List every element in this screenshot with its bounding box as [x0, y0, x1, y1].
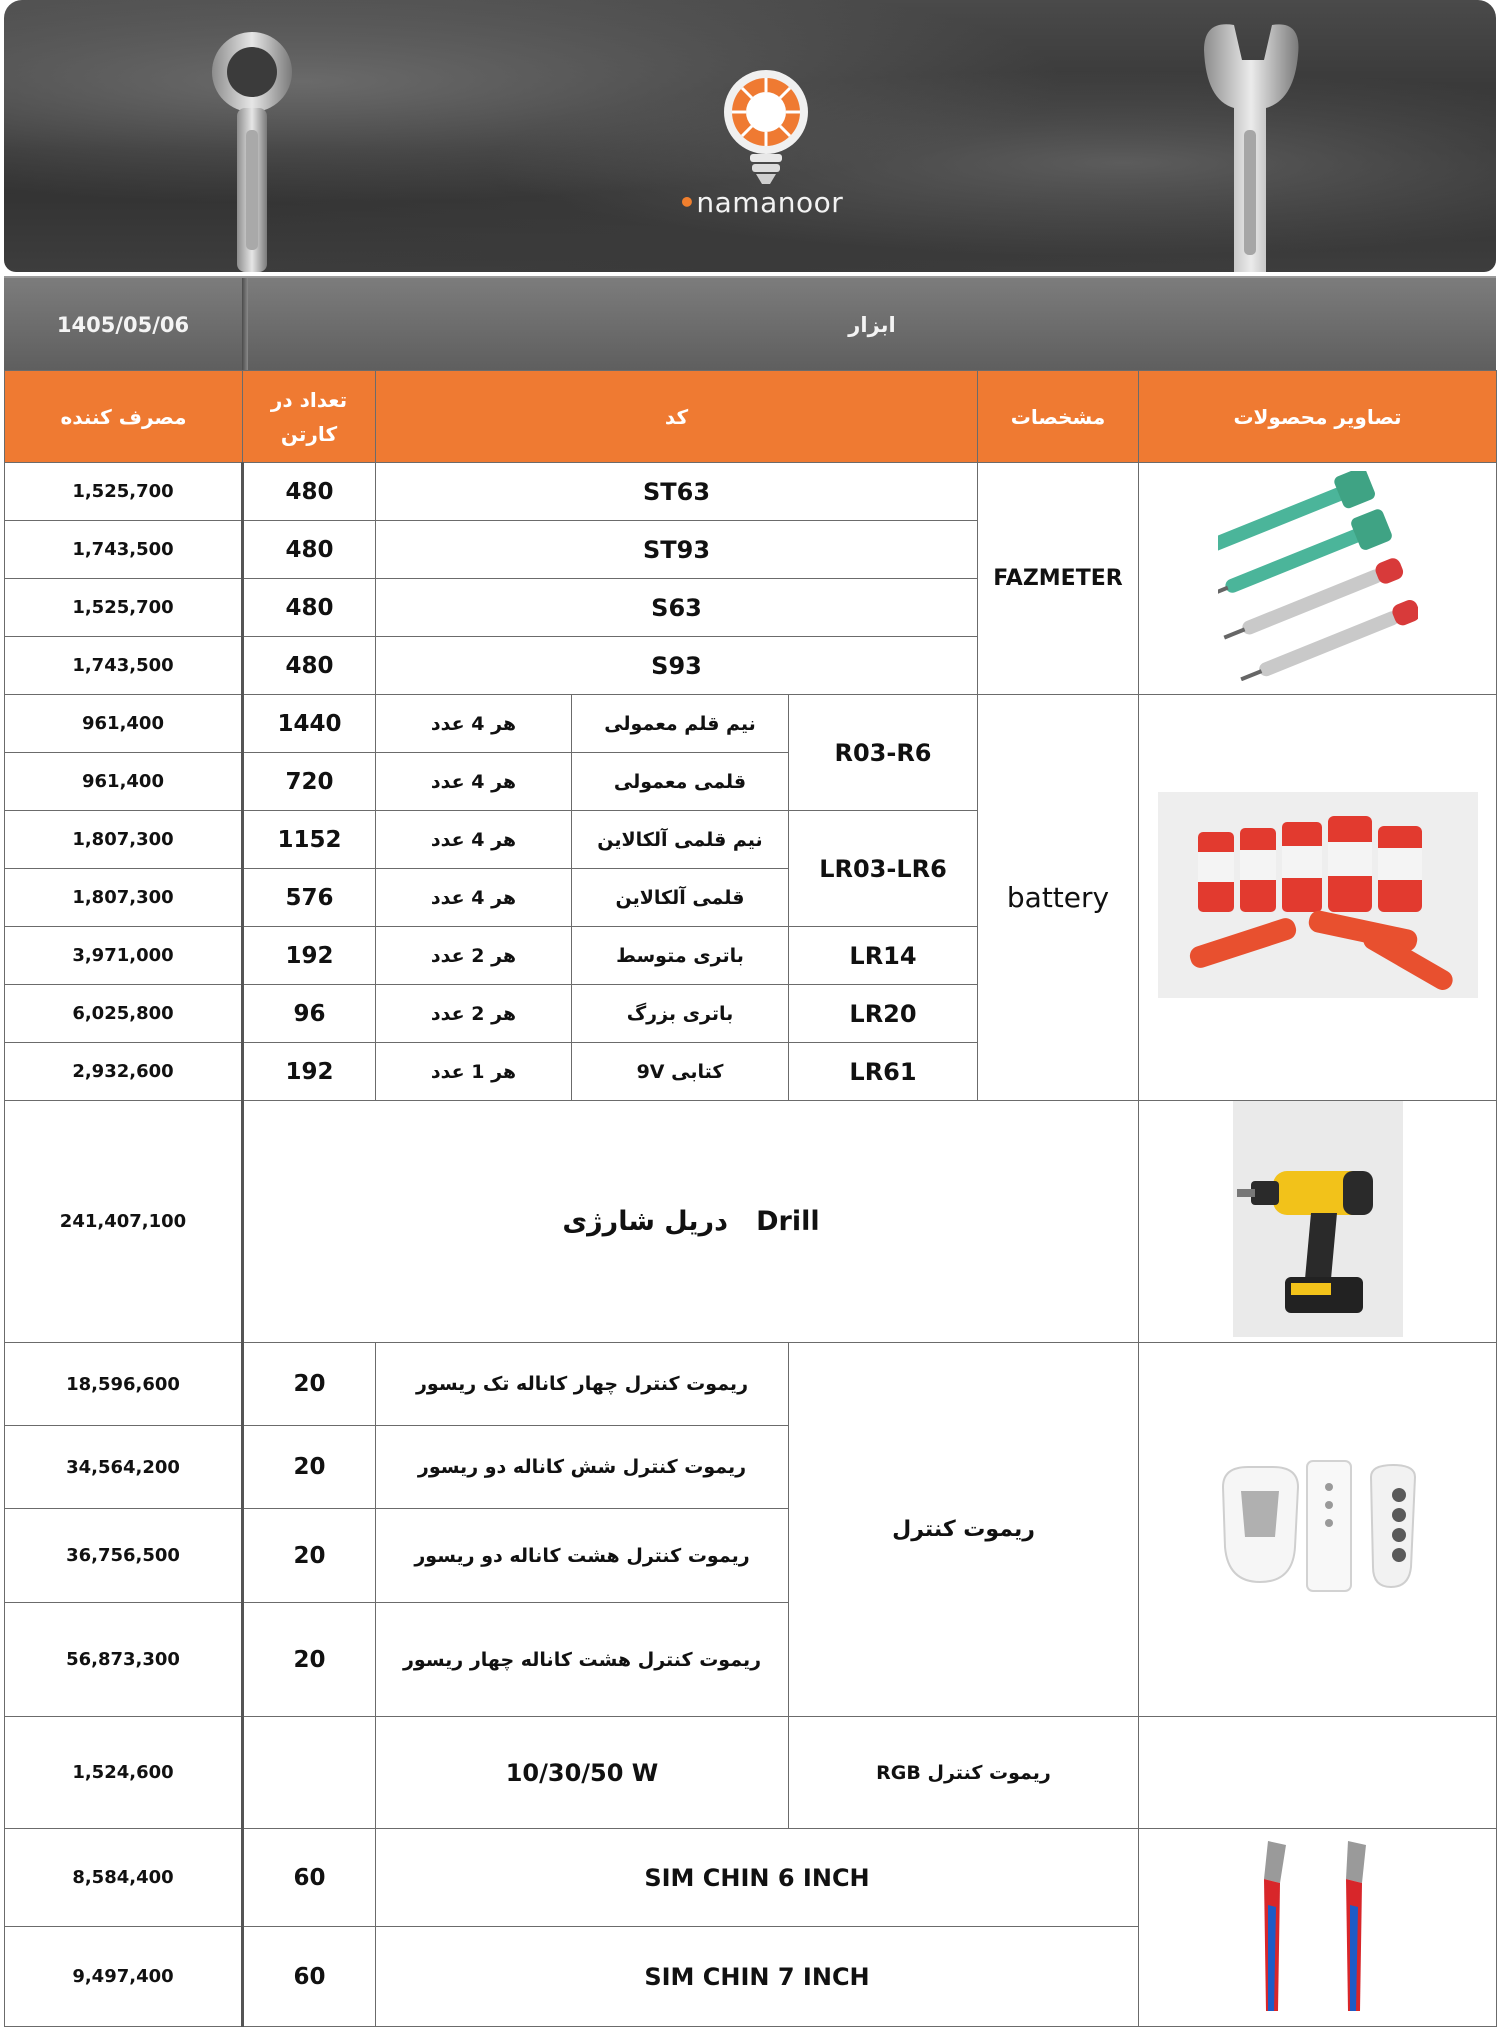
battery-name-cell: نیم قلمی آلکالاین — [572, 811, 789, 869]
price-cell: 2,932,600 — [5, 1043, 243, 1101]
spec-fazmeter: FAZMETER — [978, 463, 1139, 695]
price-list-date: 1405/05/06 — [56, 313, 190, 337]
pack-cell: هر 4 عدد — [376, 753, 572, 811]
pack-cell: هر 2 عدد — [376, 985, 572, 1043]
category-title: ابزار — [848, 313, 896, 337]
price-table — [4, 370, 1497, 2027]
code-cell: S63 — [376, 579, 978, 637]
price-cell: 1,743,500 — [5, 521, 243, 579]
price-cell: 18,596,600 — [5, 1343, 243, 1426]
price-cell: 241,407,100 — [5, 1101, 243, 1343]
remote-name-cell: ریموت کنترل هشت کاناله دو ریسور — [376, 1509, 789, 1603]
table-row — [5, 463, 1497, 521]
rgb-code-cell: 10/30/50 W — [376, 1717, 789, 1829]
remote-name-cell: ریموت کنترل شش کاناله دو ریسور — [376, 1426, 789, 1509]
price-cell: 961,400 — [5, 695, 243, 753]
code-cell: ST63 — [376, 463, 978, 521]
price-cell: 36,756,500 — [5, 1509, 243, 1603]
code-cell: S93 — [376, 637, 978, 695]
price-cell: 1,524,600 — [5, 1717, 243, 1829]
qty-cell: 60 — [243, 1927, 376, 2027]
price-cell: 9,497,400 — [5, 1927, 243, 2027]
header-specs: مشخصات — [978, 371, 1139, 463]
battery-code-lr61: LR61 — [789, 1043, 978, 1101]
code-cell: SIM CHIN 7 INCH — [376, 1927, 1139, 2027]
price-cell: 1,525,700 — [5, 579, 243, 637]
qty-cell: 1152 — [243, 811, 376, 869]
qty-cell: 60 — [243, 1829, 376, 1927]
header-code: کد — [376, 371, 978, 463]
code-cell: ST93 — [376, 521, 978, 579]
spec-rgb-remote: ریموت کنترل RGB — [789, 1717, 1139, 1829]
header-consumer-price: مصرف کننده — [5, 371, 243, 463]
qty-cell: 20 — [243, 1509, 376, 1603]
remote-image — [1139, 1343, 1497, 1717]
qty-cell: 20 — [243, 1426, 376, 1509]
battery-code-lr03-lr6: LR03-LR6 — [789, 811, 978, 927]
price-cell: 6,025,800 — [5, 985, 243, 1043]
qty-cell: 480 — [243, 579, 376, 637]
batteries-icon — [1158, 792, 1478, 998]
wrench-right-icon — [1194, 20, 1304, 272]
qty-cell: 96 — [243, 985, 376, 1043]
spec-battery: battery — [978, 695, 1139, 1101]
spec-remote: ریموت کنترل — [789, 1343, 1139, 1717]
qty-cell: 480 — [243, 463, 376, 521]
table-row — [5, 695, 1497, 753]
table-row — [5, 1717, 1497, 1829]
battery-code-r03-r6: R03-R6 — [789, 695, 978, 811]
namanoor-bulb-logo-icon — [720, 68, 812, 186]
wrench-left-icon — [204, 20, 304, 272]
pack-cell: هر 4 عدد — [376, 811, 572, 869]
pack-cell: هر 1 عدد — [376, 1043, 572, 1101]
price-cell: 961,400 — [5, 753, 243, 811]
battery-code-lr20: LR20 — [789, 985, 978, 1043]
qty-cell: 720 — [243, 753, 376, 811]
qty-cell: 576 — [243, 869, 376, 927]
price-cell: 56,873,300 — [5, 1603, 243, 1717]
cordless-drill-icon — [1233, 1101, 1403, 1337]
price-cell: 34,564,200 — [5, 1426, 243, 1509]
cutter-image — [1139, 1829, 1497, 2027]
price-cell: 1,807,300 — [5, 869, 243, 927]
header-banner — [4, 0, 1496, 272]
battery-name-cell: باتری متوسط — [572, 927, 789, 985]
qty-cell: 192 — [243, 927, 376, 985]
battery-name-cell: کتابی 9V — [572, 1043, 789, 1101]
price-cell: 8,584,400 — [5, 1829, 243, 1927]
battery-name-cell: نیم قلم معمولی — [572, 695, 789, 753]
table-row — [5, 1829, 1497, 1927]
title-strip — [4, 276, 1496, 372]
price-cell: 3,971,000 — [5, 927, 243, 985]
pack-cell: هر 2 عدد — [376, 927, 572, 985]
qty-cell: 1440 — [243, 695, 376, 753]
fazmeter-image — [1139, 463, 1497, 695]
qty-cell: 480 — [243, 637, 376, 695]
battery-image — [1139, 695, 1497, 1101]
remote-controls-icon — [1203, 1457, 1433, 1597]
qty-cell: 20 — [243, 1343, 376, 1426]
rgb-image-empty — [1139, 1717, 1497, 1829]
code-cell: SIM CHIN 6 INCH — [376, 1829, 1139, 1927]
battery-name-cell: قلمی آلکالاین — [572, 869, 789, 927]
header-qty-per-carton: تعداد در کارتن — [243, 371, 376, 463]
qty-cell: 480 — [243, 521, 376, 579]
table-row — [5, 1343, 1497, 1426]
price-cell: 1,807,300 — [5, 811, 243, 869]
battery-name-cell: باتری بزرگ — [572, 985, 789, 1043]
table-row — [5, 1101, 1497, 1343]
qty-cell: 192 — [243, 1043, 376, 1101]
header-images: تصاویر محصولات — [1139, 371, 1497, 463]
qty-cell: 20 — [243, 1603, 376, 1717]
remote-name-cell: ریموت کنترل هشت کاناله چهار ریسور — [376, 1603, 789, 1717]
wire-cutter-pliers-icon — [1228, 1835, 1408, 2015]
battery-code-lr14: LR14 — [789, 927, 978, 985]
remote-name-cell: ریموت کنترل چهار کاناله تک ریسور — [376, 1343, 789, 1426]
battery-name-cell: قلمی معمولی — [572, 753, 789, 811]
pack-cell: هر 4 عدد — [376, 695, 572, 753]
drill-image — [1139, 1101, 1497, 1343]
price-cell: 1,743,500 — [5, 637, 243, 695]
drill-label — [243, 1101, 1139, 1343]
price-cell: 1,525,700 — [5, 463, 243, 521]
brand-wordmark: •namanoor — [678, 186, 844, 219]
drill-label-fa: دریل شارژی — [562, 1206, 728, 1237]
voltage-tester-screwdriver-icon — [1218, 471, 1418, 681]
qty-cell — [243, 1717, 376, 1829]
drill-label-en: Drill — [756, 1206, 820, 1237]
pack-cell: هر 4 عدد — [376, 869, 572, 927]
